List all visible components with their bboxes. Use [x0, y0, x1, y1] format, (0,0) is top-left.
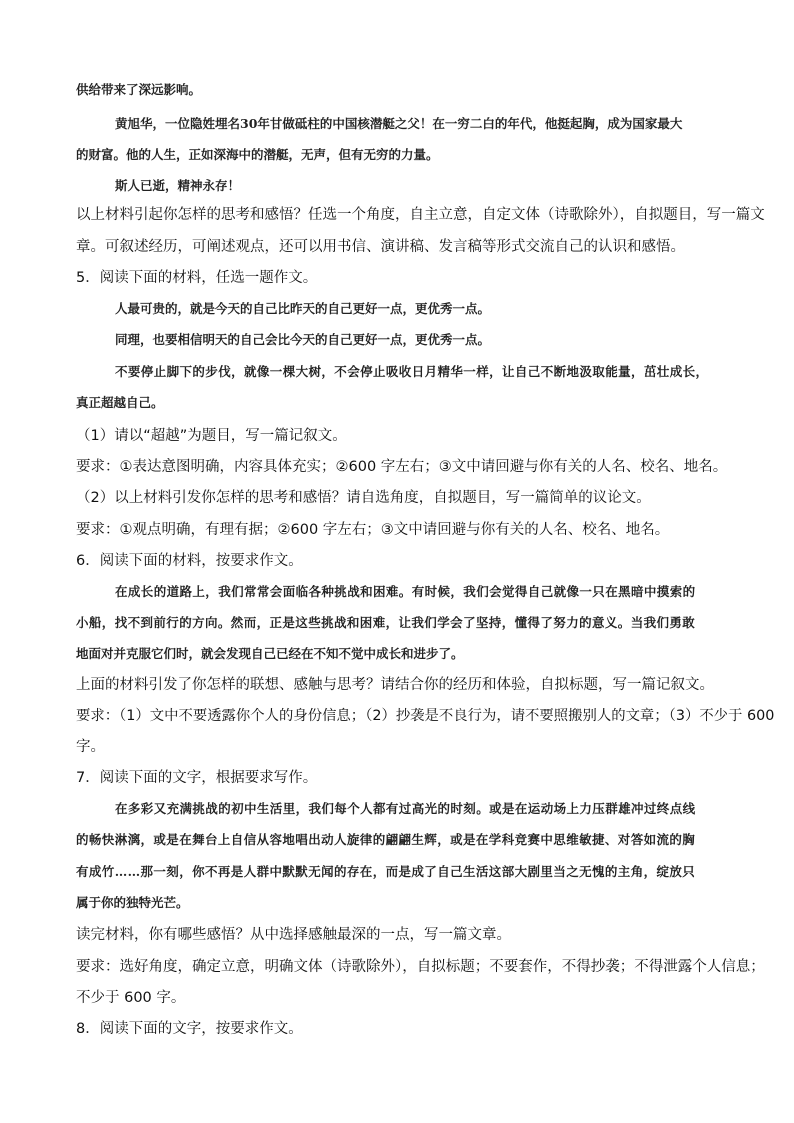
- requirement-text-line: 要求：①观点明确，有理有据；②600 字左右；③文中请回避与你有关的人名、校名、地名。: [76, 522, 670, 538]
- material-text-line: 属于你的独特光芒。: [76, 895, 189, 910]
- material-text-line: 同理，也要相信明天的自己会比今天的自己更好一点，更优秀一点。: [115, 332, 491, 347]
- material-text-line: 在成长的道路上，我们常常会面临各种挑战和困难。有时候，我们会觉得自己就像一只在黑暗中摸索的: [115, 584, 696, 599]
- material-text-line: 不要停止脚下的步伐，就像一棵大树，不会停止吸收日月精华一样，让自己不断地汲取能量，茁壮成长，: [115, 364, 709, 379]
- material-text-line: 真正超越自己。: [76, 395, 164, 410]
- material-text-line: 的财富。他的人生，正如深海中的潜艇，无声，但有无穷的力量。: [76, 147, 439, 162]
- material-text-line: 的畅快淋漓，或是在舞台上自信从容地唱出动人旋律的翩翩生辉，或是在学科竞赛中思维敏捷、对答如流的胸: [76, 832, 696, 847]
- material-text-line: 黄旭华，一位隐姓埋名30年甘做砥柱的中国核潜艇之父！在一穷二白的年代，他挺起胸，成为国家最大: [115, 116, 683, 131]
- option-text-line: （1）请以“超越”为题目，写一篇记叙文。: [76, 428, 347, 444]
- material-text-line: 有成竹……那一刻，你不再是人群中默默无闻的存在，而是成了自己生活这部大剧里当之无愧的主角，绽放只: [76, 864, 696, 879]
- requirement-text-line: 不少于 600 字。: [76, 990, 186, 1006]
- prompt-text-line: 上面的材料引发了你怎样的联想、感触与思考？请结合你的经历和体验，自拟标题，写一篇记叙文。: [76, 677, 714, 693]
- requirement-text-line: 字。: [76, 739, 105, 755]
- question-heading: 8．阅读下面的文字，按要求作文。: [76, 1021, 303, 1037]
- prompt-text-line: 读完材料，你有哪些感悟？从中选择感触最深的一点，写一篇文章。: [76, 927, 511, 943]
- prompt-text-line: 章。可叙述经历，可阐述观点，还可以用书信、演讲稿、发言稿等形式交流自己的认识和感悟。: [76, 239, 685, 255]
- material-text-line: 供给带来了深远影响。: [76, 82, 202, 97]
- requirement-text-line: 要求：选好角度，确定立意，明确文体（诗歌除外），自拟标题；不要套作，不得抄袭；不得泄露个人信息；: [76, 959, 765, 975]
- material-text-line: 在多彩又充满挑战的初中生活里，我们每个人都有过高光的时刻。或是在运动场上力压群雄冲过终点线: [115, 801, 696, 816]
- material-text-line: 人最可贵的，就是今天的自己比昨天的自己更好一点，更优秀一点。: [115, 301, 491, 316]
- question-heading: 7．阅读下面的文字，根据要求写作。: [76, 770, 318, 786]
- requirement-text-line: 要求：①表达意图明确，内容具体充实；②600 字左右；③文中请回避与你有关的人名、校名、地名。: [76, 459, 728, 475]
- question-heading: 5．阅读下面的材料，任选一题作文。: [76, 270, 318, 286]
- question-heading: 6．阅读下面的材料，按要求作文。: [76, 553, 303, 569]
- option-text-line: （2）以上材料引发你怎样的思考和感悟？请自选角度，自拟题目，写一篇简单的议论文。: [76, 490, 651, 506]
- requirement-text-line: 要求：（1）文中不要透露你个人的身份信息；（2）抄袭是不良行为，请不要照搬别人的文章；（3）不少于 600: [76, 708, 775, 724]
- material-text-line: 斯人已逝，精神永存！: [115, 178, 241, 193]
- prompt-text-line: 以上材料引起你怎样的思考和感悟？任选一个角度，自主立意，自定文体（诗歌除外），自拟题目，写一篇文: [76, 207, 765, 223]
- material-text-line: 地面对并克服它们时，就会发现自己已经在不知不觉中成长和进步了。: [76, 646, 464, 661]
- material-text-line: 小船，找不到前行的方向。然而，正是这些挑战和困难，让我们学会了坚持，懂得了努力的意义。当我们勇敢: [76, 615, 696, 630]
